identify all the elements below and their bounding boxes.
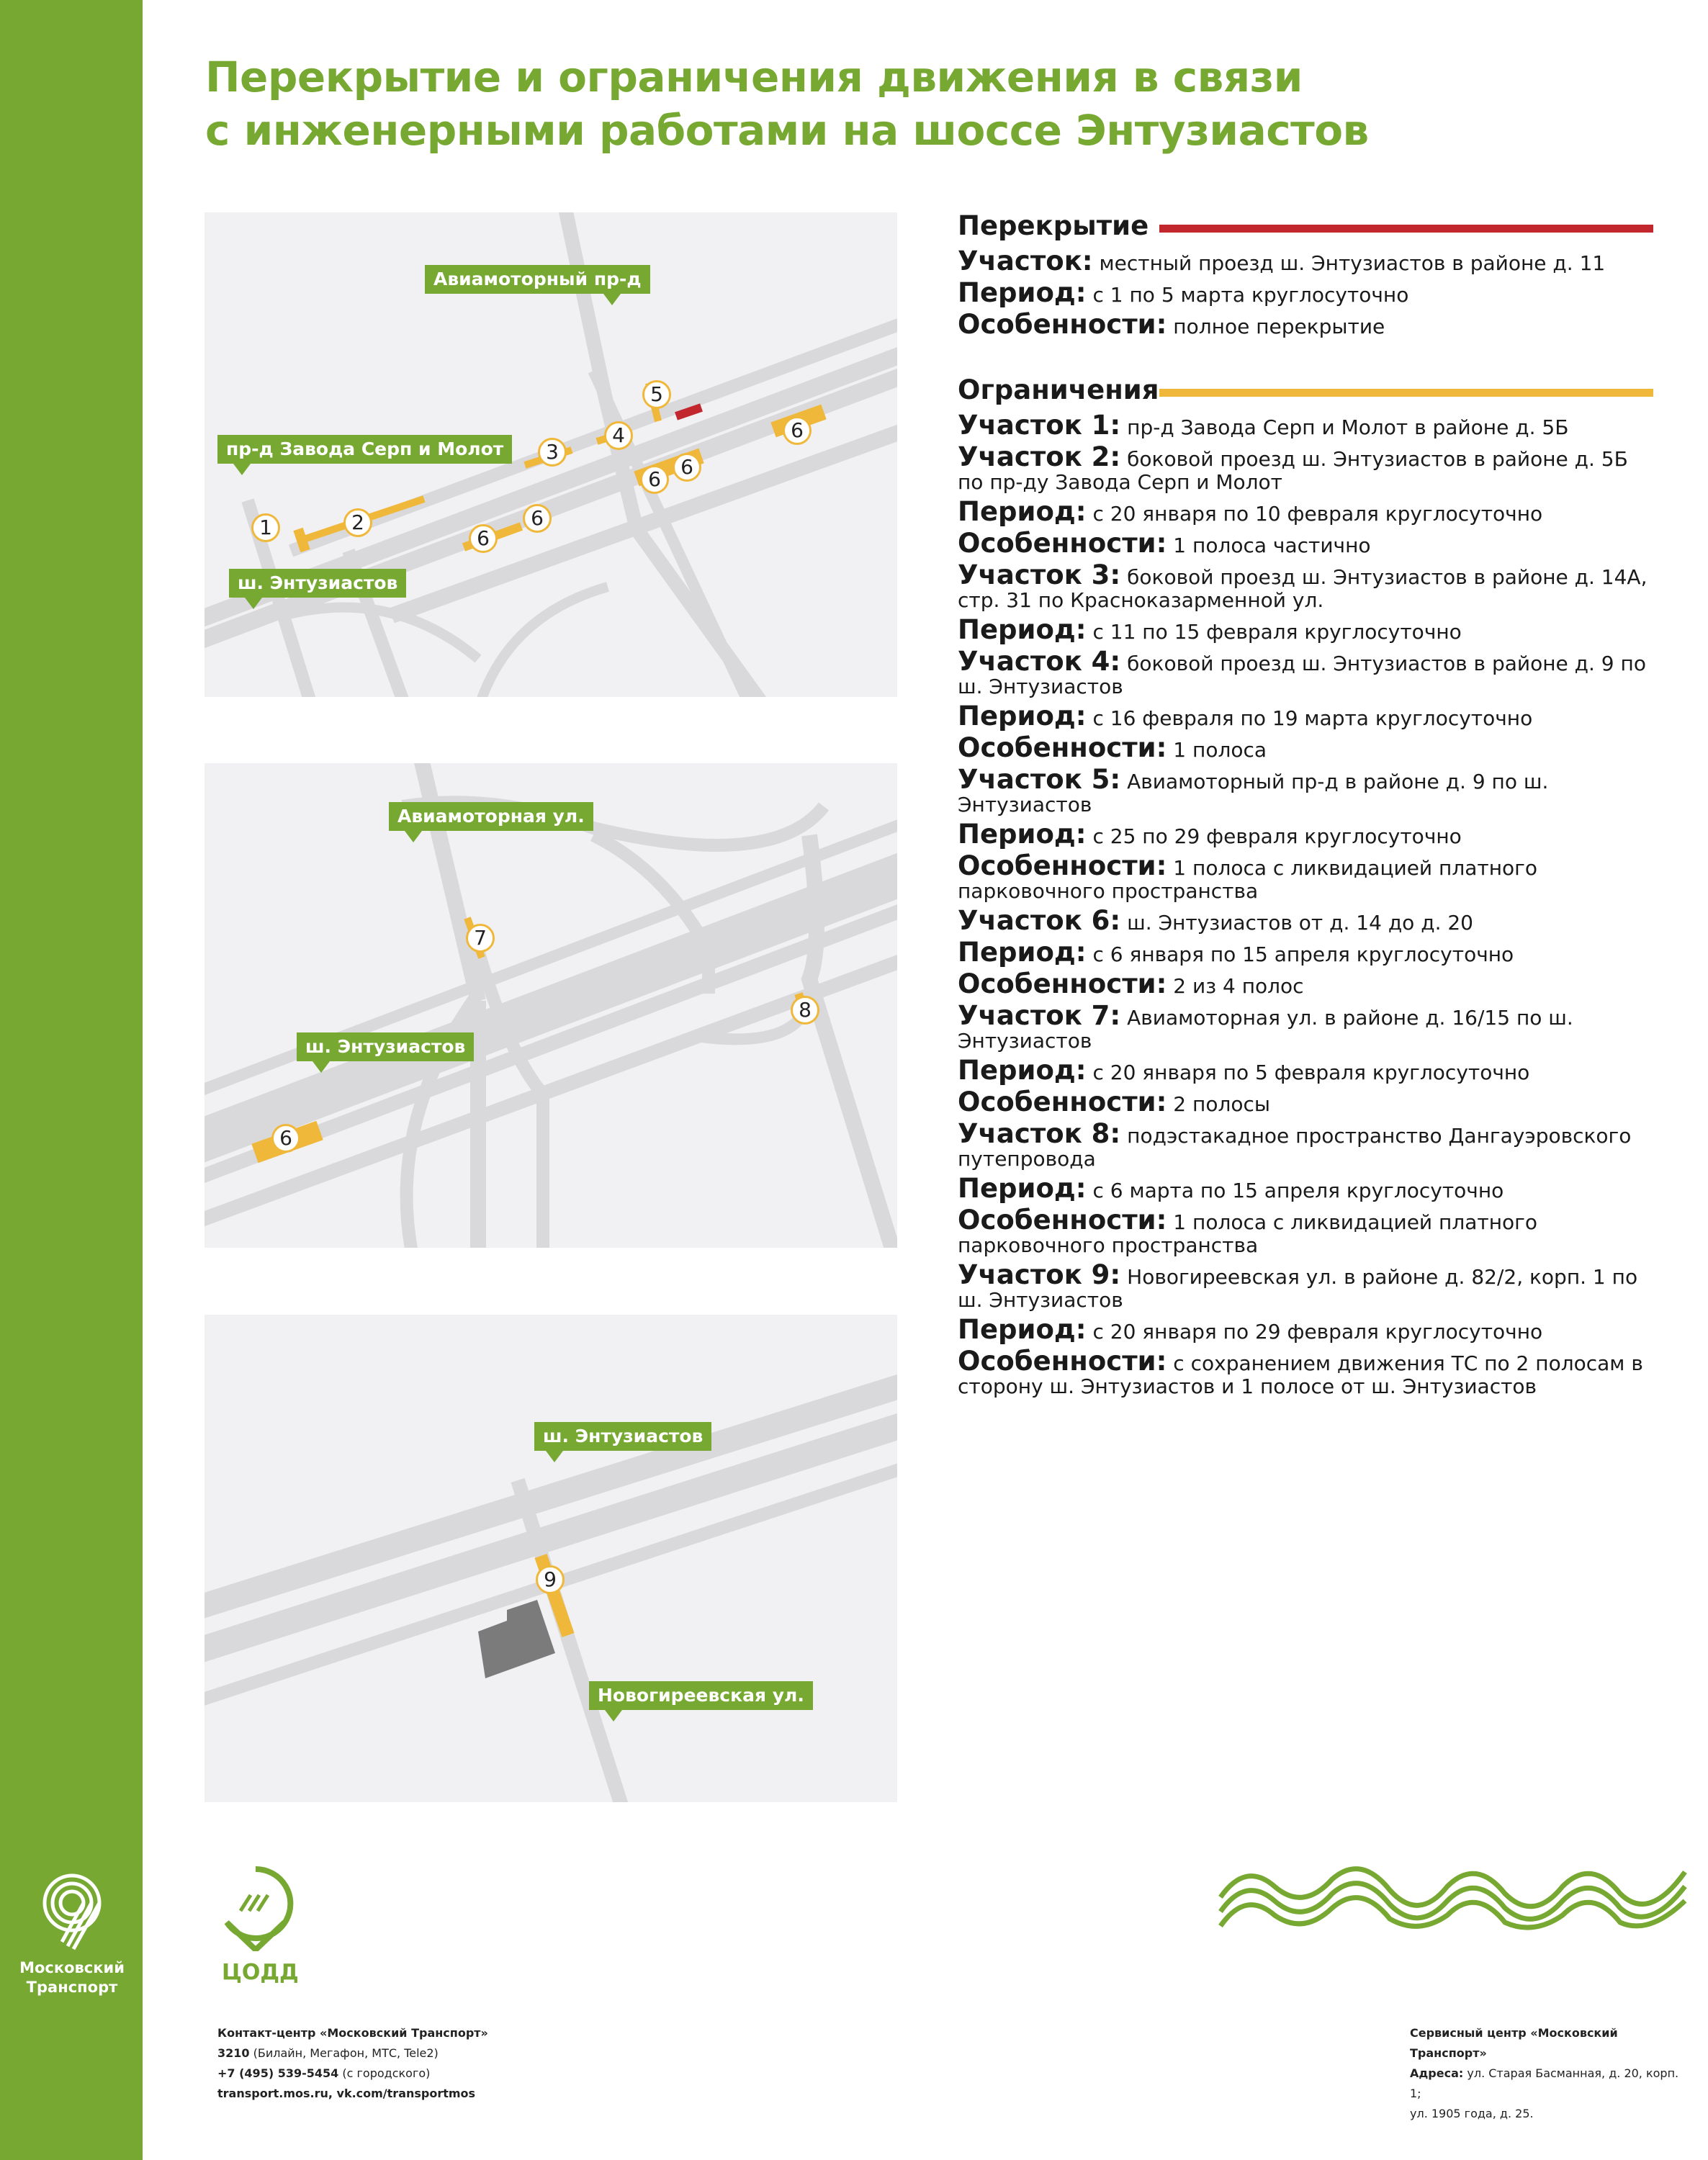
closure-row-key: Участок: bbox=[958, 246, 1093, 276]
restrictions-row-value: 1 полоса с ликвидацией платного парковочного пространства bbox=[958, 856, 1537, 903]
restrictions-row-value: боковой проезд ш. Энтузиастов в районе д. 14А, стр. 31 по Красноказарменной ул. bbox=[958, 565, 1648, 612]
restrictions-row-value: 1 полоса с ликвидацией платного парковочного пространства bbox=[958, 1210, 1537, 1257]
restrictions-row-key: Период: bbox=[958, 701, 1087, 732]
label-pointer bbox=[405, 831, 422, 842]
restrictions-row bbox=[958, 496, 1656, 527]
closure-row-key: Период: bbox=[958, 277, 1087, 308]
segment-marker: 4 bbox=[604, 421, 633, 450]
segment-marker: 6 bbox=[469, 524, 498, 553]
address-label: Адреса: bbox=[1410, 2066, 1464, 2080]
street-label: Авиамоторный пр-д bbox=[425, 265, 650, 294]
map-3 bbox=[204, 1315, 897, 1802]
restrictions-row bbox=[958, 646, 1656, 698]
logo-mt-line1: Московский bbox=[19, 1959, 125, 1976]
restrictions-row bbox=[958, 937, 1656, 968]
closure-row-value: местный проезд ш. Энтузиастов в районе д. 11 bbox=[1099, 251, 1606, 275]
restrictions-row-key: Особенности: bbox=[958, 968, 1167, 999]
restrictions-row bbox=[958, 1346, 1656, 1398]
codd-logo bbox=[216, 1865, 295, 1954]
restrictions-row-value: Новогиреевская ул. в районе д. 82/2, корп. 1 по ш. Энтузиастов bbox=[958, 1265, 1638, 1312]
restrictions-row-key: Период: bbox=[958, 1173, 1087, 1204]
closure-bar bbox=[1159, 225, 1653, 233]
restrictions-row-key: Период: bbox=[958, 614, 1087, 645]
contact-center bbox=[217, 2023, 488, 2104]
restrictions-row bbox=[958, 819, 1656, 850]
street-label: пр-д Завода Серп и Молот bbox=[217, 435, 512, 464]
restrictions-row-value: Авиамоторная ул. в районе д. 16/15 по ш. Энтузиастов bbox=[958, 1006, 1573, 1053]
restrictions-row-key: Особенности: bbox=[958, 850, 1167, 881]
restrictions-row-key: Особенности: bbox=[958, 528, 1167, 559]
restrictions-row bbox=[958, 1205, 1656, 1257]
restrictions-row-value: с 16 февраля по 19 марта круглосуточно bbox=[1092, 706, 1533, 730]
restrictions-row-key: Период: bbox=[958, 937, 1087, 968]
title-line-1: Перекрытие и ограничения движения в связи bbox=[205, 53, 1303, 102]
address-line-1: ул. Старая Басманная, д. 20, корп. 1; bbox=[1410, 2066, 1679, 2100]
segment-marker: 6 bbox=[640, 465, 669, 494]
restrictions-row-value: с 6 марта по 15 апреля круглосуточно bbox=[1092, 1179, 1504, 1202]
phone-short: 3210 bbox=[217, 2046, 250, 2060]
closure-row-key: Особенности: bbox=[958, 309, 1167, 340]
segment-marker: 3 bbox=[538, 438, 567, 467]
phone-short-note: (Билайн, Мегафон, МТС, Tele2) bbox=[253, 2046, 439, 2060]
closure-heading bbox=[958, 209, 1656, 243]
contacts-links[interactable]: transport.mos.ru, vk.com/transportmos bbox=[217, 2087, 476, 2100]
restrictions-row-value: 2 из 4 полос bbox=[1173, 974, 1304, 998]
restrictions-row-value: с 20 января по 10 февраля круглосуточно bbox=[1092, 502, 1543, 526]
restrictions-row-value: с сохранением движения ТС по 2 полосам в сторону ш. Энтузиастов и 1 полосе от ш. Энтузиастов bbox=[958, 1351, 1643, 1398]
segment-marker: 5 bbox=[642, 380, 671, 409]
restrictions-row bbox=[958, 732, 1656, 763]
service-center bbox=[1410, 2023, 1684, 2124]
restrictions-row bbox=[958, 701, 1656, 732]
restrictions-row bbox=[958, 968, 1656, 999]
logo-mt-icon bbox=[29, 1868, 115, 1955]
restrictions-row-value: с 20 января по 29 февраля круглосуточно bbox=[1092, 1320, 1543, 1344]
restrictions-row-key: Период: bbox=[958, 1314, 1087, 1345]
logo-mt-line2: Транспорт bbox=[26, 1979, 118, 1996]
segment-marker: 8 bbox=[791, 996, 819, 1025]
service-heading: Сервисный центр «Московский Транспорт» bbox=[1410, 2026, 1618, 2060]
restrictions-row-key: Участок 3: bbox=[958, 559, 1121, 590]
closure-row bbox=[958, 277, 1656, 308]
restrictions-row-key: Участок 5: bbox=[958, 764, 1121, 795]
title-line-2: с инженерными работами на шоссе Энтузиастов bbox=[205, 106, 1369, 155]
segment-marker: 1 bbox=[251, 513, 280, 542]
codd-icon bbox=[216, 1865, 295, 1951]
segment-marker: 6 bbox=[523, 504, 552, 533]
codd-label: ЦОДД bbox=[222, 1960, 299, 1985]
label-pointer bbox=[313, 1061, 330, 1073]
restrictions-row bbox=[958, 905, 1656, 936]
restrictions-row-key: Участок 9: bbox=[958, 1259, 1121, 1290]
restrictions-row bbox=[958, 764, 1656, 816]
restrictions-bar bbox=[1159, 389, 1653, 397]
moscow-transport-logo bbox=[14, 1868, 130, 1997]
restrictions-row-key: Участок 1: bbox=[958, 410, 1121, 441]
segment-marker: 6 bbox=[783, 416, 812, 445]
restrictions-row-key: Период: bbox=[958, 819, 1087, 850]
label-pointer bbox=[605, 1710, 622, 1722]
restrictions-row-value: Авиамоторный пр-д в районе д. 9 по ш. Энтузиастов bbox=[958, 770, 1549, 816]
restrictions-row bbox=[958, 1314, 1656, 1345]
restrictions-row bbox=[958, 850, 1656, 903]
restrictions-row-value: пр-д Завода Серп и Молот в районе д. 5Б bbox=[1127, 415, 1569, 439]
address-line-2: ул. 1905 года, д. 25. bbox=[1410, 2107, 1534, 2120]
restrictions-row bbox=[958, 528, 1656, 559]
phone-city-note: (с городского) bbox=[342, 2066, 431, 2080]
building bbox=[478, 1600, 555, 1678]
info-column bbox=[958, 209, 1656, 1398]
restrictions-row-key: Особенности: bbox=[958, 1086, 1167, 1117]
restrictions-row-value: боковой проезд ш. Энтузиастов в районе д. 5Б по пр-ду Завода Серп и Молот bbox=[958, 447, 1628, 494]
restrictions-row bbox=[958, 1086, 1656, 1117]
restrictions-row-value: боковой проезд ш. Энтузиастов в районе д. 9 по ш. Энтузиастов bbox=[958, 652, 1646, 698]
restrictions-row-value: подэстакадное пространство Дангауэровского путепровода bbox=[958, 1124, 1632, 1171]
label-pointer bbox=[245, 598, 262, 609]
closure-heading-text: Перекрытие bbox=[958, 210, 1149, 241]
closure-row bbox=[958, 246, 1656, 276]
closure-row-value: полное перекрытие bbox=[1173, 315, 1385, 338]
closure-row-value: с 1 по 5 марта круглосуточно bbox=[1092, 283, 1409, 307]
restrictions-row bbox=[958, 410, 1656, 441]
restrictions-row-key: Участок 4: bbox=[958, 646, 1121, 677]
restrictions-row bbox=[958, 1259, 1656, 1312]
street-label: ш. Энтузиастов bbox=[229, 569, 406, 598]
restrictions-row-value: 1 полоса частично bbox=[1173, 534, 1371, 557]
restrictions-row-value: с 25 по 29 февраля круглосуточно bbox=[1092, 824, 1462, 848]
page-title bbox=[205, 50, 1573, 157]
segment-marker: 6 bbox=[673, 453, 701, 482]
restrictions-row-key: Особенности: bbox=[958, 1205, 1167, 1236]
restrictions-row-key: Участок 2: bbox=[958, 441, 1121, 472]
restrictions-row-value: с 20 января по 5 февраля круглосуточно bbox=[1092, 1061, 1530, 1084]
label-pointer bbox=[233, 464, 251, 475]
restrictions-row-key: Участок 8: bbox=[958, 1118, 1121, 1149]
segment-marker: 2 bbox=[343, 508, 372, 537]
restrictions-row bbox=[958, 1118, 1656, 1171]
street-label: Авиамоторная ул. bbox=[389, 802, 593, 831]
restrictions-heading bbox=[958, 373, 1656, 408]
restrictions-row-key: Участок 7: bbox=[958, 1000, 1121, 1031]
street-label: ш. Энтузиастов bbox=[297, 1032, 474, 1061]
restrictions-row-value: с 6 января по 15 апреля круглосуточно bbox=[1092, 942, 1514, 966]
segment-marker: 6 bbox=[271, 1124, 300, 1153]
restrictions-row bbox=[958, 1000, 1656, 1053]
contacts-heading: Контакт-центр «Московский Транспорт» bbox=[217, 2026, 488, 2040]
label-pointer bbox=[603, 294, 621, 305]
restrictions-row-key: Период: bbox=[958, 1055, 1087, 1086]
restrictions-row-value: с 11 по 15 февраля круглосуточно bbox=[1092, 620, 1462, 644]
street-label: ш. Энтузиастов bbox=[534, 1422, 711, 1451]
restrictions-row bbox=[958, 1055, 1656, 1086]
decorative-wave-pattern bbox=[1217, 1858, 1692, 1937]
restrictions-row-value: 2 полосы bbox=[1173, 1092, 1270, 1116]
restrictions-row-key: Период: bbox=[958, 496, 1087, 527]
restrictions-row bbox=[958, 559, 1656, 612]
closure-row bbox=[958, 309, 1656, 340]
restrictions-row-key: Участок 6: bbox=[958, 905, 1121, 936]
green-sidebar bbox=[0, 0, 143, 2160]
restrictions-heading-text: Ограничения bbox=[958, 374, 1159, 405]
phone-city: +7 (495) 539-5454 bbox=[217, 2066, 339, 2080]
restrictions-row-value: ш. Энтузиастов от д. 14 до д. 20 bbox=[1127, 911, 1473, 935]
restrictions-row-key: Особенности: bbox=[958, 1346, 1167, 1377]
label-pointer bbox=[546, 1451, 563, 1462]
street-label: Новогиреевская ул. bbox=[589, 1681, 813, 1710]
map-3-drawing bbox=[204, 1315, 897, 1802]
restrictions-row-value: 1 полоса bbox=[1173, 738, 1267, 762]
restrictions-row bbox=[958, 441, 1656, 494]
restrictions-row bbox=[958, 614, 1656, 645]
restrictions-row bbox=[958, 1173, 1656, 1204]
restrictions-row-key: Особенности: bbox=[958, 732, 1167, 763]
segment-marker: 9 bbox=[536, 1565, 565, 1594]
segment-marker: 7 bbox=[466, 924, 495, 953]
